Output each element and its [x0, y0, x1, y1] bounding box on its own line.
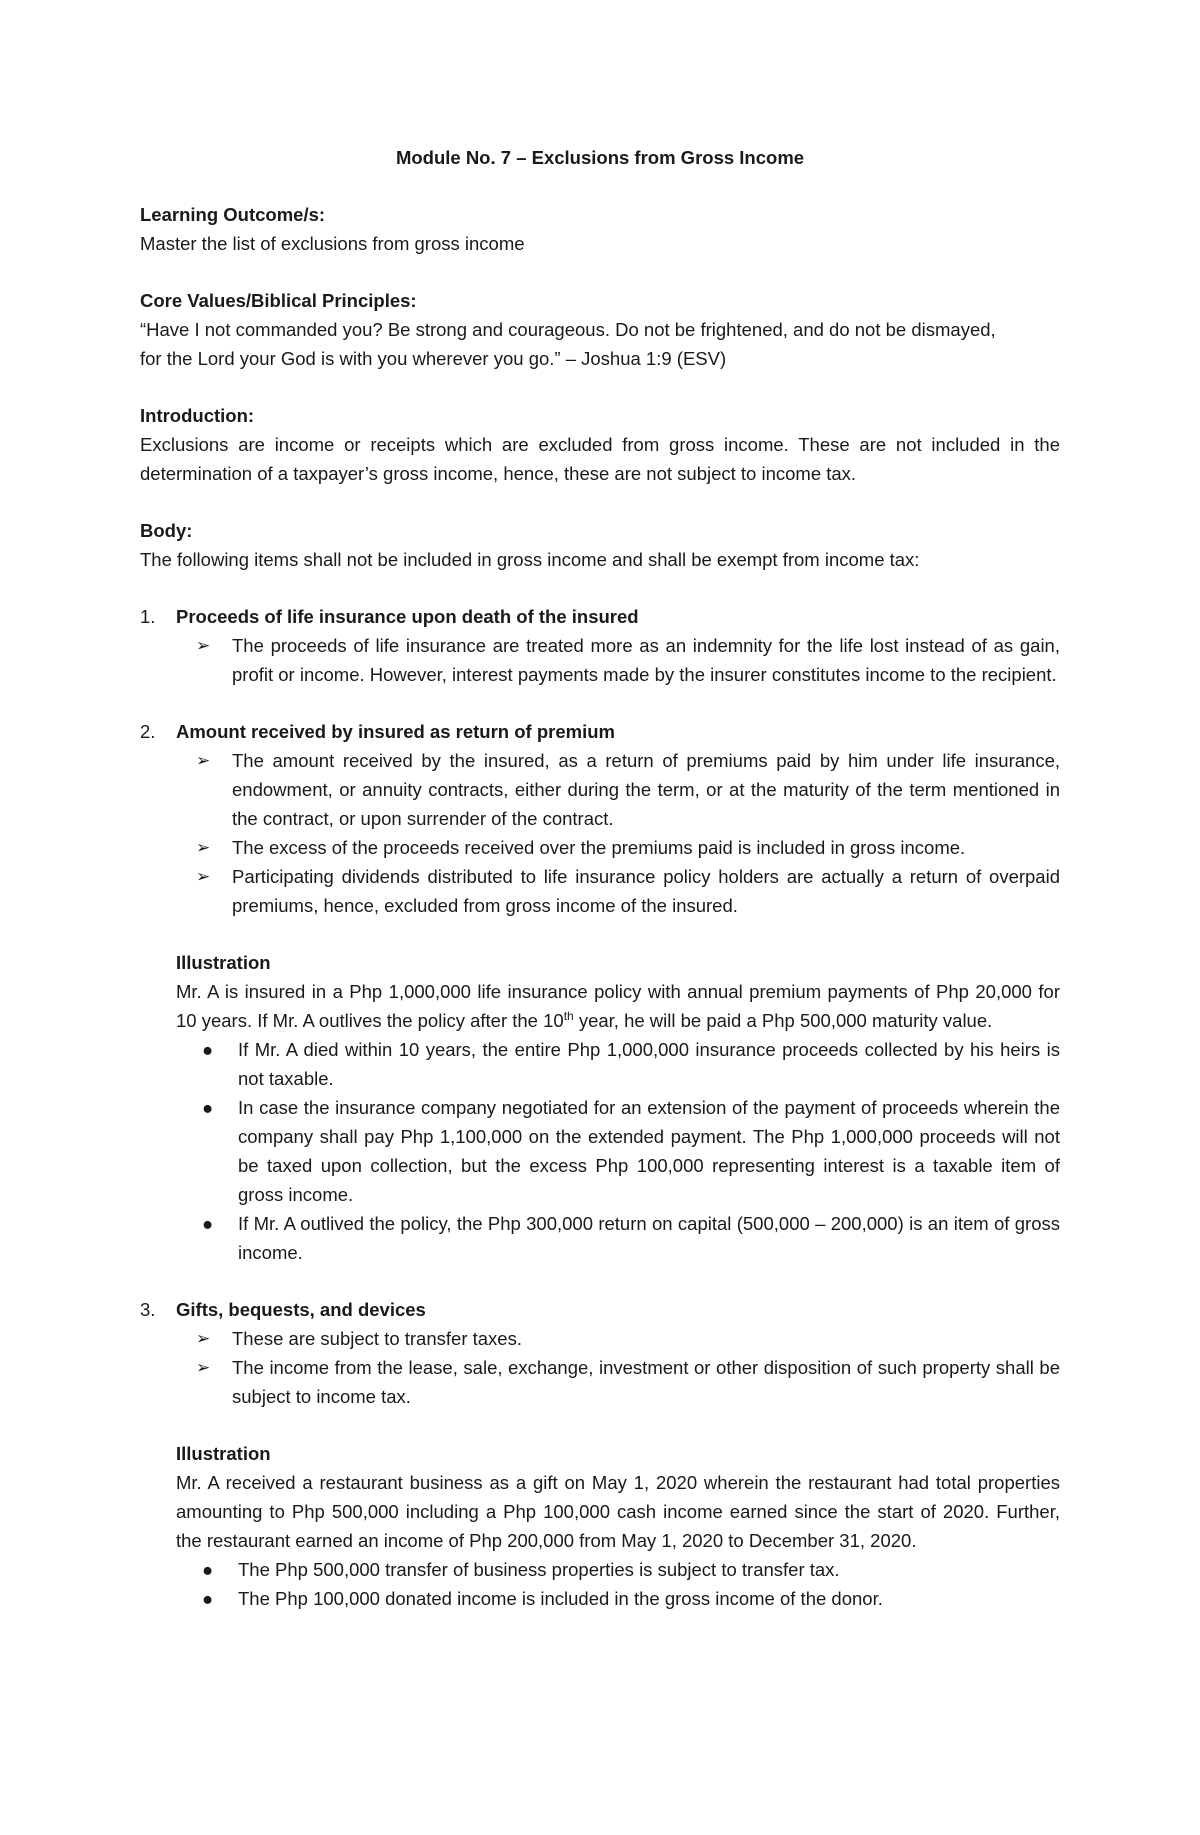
arrow-bullet-icon: ➢	[196, 636, 211, 655]
list-item	[176, 1353, 1060, 1411]
item-points	[140, 1324, 1060, 1411]
illustration-label: Illustration	[176, 952, 271, 973]
core-values-quote-line-2: for the Lord your God is with you wherever you go.” – Joshua 1:9 (ESV)	[140, 348, 727, 369]
body-intro-text: The following items shall not be included in gross income and shall be exempt from income tax:	[140, 549, 920, 570]
introduction-section	[140, 401, 1060, 488]
list-item	[176, 1324, 1060, 1353]
item-title: Proceeds of life insurance upon death of the insured	[176, 606, 639, 627]
illustration-text-part-a: Mr. A is insured in a Php 1,000,000 life insurance policy with annual premium payments of Php 20,000 for 10 years. If Mr. A outlives the policy after the 10	[176, 981, 1060, 1031]
list-item	[176, 631, 1060, 689]
page-title: Module No. 7 – Exclusions from Gross Income	[395, 147, 805, 168]
arrow-bullet-icon: ➢	[196, 751, 211, 770]
item-number: 3.	[140, 1299, 156, 1320]
illustration-bullets	[140, 1555, 1060, 1613]
bullet-text: In case the insurance company negotiated for an extension of the payment of proceeds wherein the company shall pay Php 1,100,000 on the extended payment. The Php 1,000,000 proceeds will not be taxed upon collection, but the excess Php 100,000 representing interest is a taxable item of gross income.	[238, 1097, 1060, 1205]
illustration-label: Illustration	[176, 1443, 271, 1464]
learning-outcome-section	[140, 200, 1060, 258]
illustration-block	[140, 1439, 1060, 1555]
item-number: 1.	[140, 606, 156, 627]
learning-outcome-heading: Learning Outcome/s:	[140, 204, 326, 225]
introduction-heading: Introduction:	[140, 405, 255, 426]
dot-bullet-icon: ●	[202, 1588, 214, 1609]
illustration-text: Mr. A received a restaurant business as a gift on May 1, 2020 wherein the restaurant had total properties amounting to Php 500,000 including a Php 100,000 cash income earned since the start of 2020. Further, the restaurant earned an income of Php 200,000 from May 1, 2020 to December 31, 2020.	[176, 1472, 1060, 1551]
ordinal-suffix: th	[563, 1008, 574, 1023]
list-item	[176, 746, 1060, 833]
item-title: Gifts, bequests, and devices	[176, 1299, 426, 1320]
body-heading: Body:	[140, 520, 193, 541]
exclusion-item-3	[140, 1295, 1060, 1613]
item-points	[140, 631, 1060, 689]
illustration-block	[140, 948, 1060, 1035]
dot-bullet-icon: ●	[202, 1039, 214, 1060]
learning-outcome-text: Master the list of exclusions from gross income	[140, 233, 525, 254]
list-item	[176, 833, 1060, 862]
bullet-text: The Php 500,000 transfer of business properties is subject to transfer tax.	[238, 1559, 840, 1580]
list-item	[140, 1093, 1060, 1209]
list-item	[176, 862, 1060, 920]
illustration-text	[176, 977, 1060, 1035]
point-text: Participating dividends distributed to life insurance policy holders are actually a return of overpaid premiums, hence, excluded from gross income of the insured.	[232, 866, 1060, 916]
item-title: Amount received by insured as return of premium	[176, 721, 615, 742]
list-item	[140, 1035, 1060, 1093]
exclusion-item-1	[140, 602, 1060, 689]
arrow-bullet-icon: ➢	[196, 838, 211, 857]
bullet-text: If Mr. A outlived the policy, the Php 300,000 return on capital (500,000 – 200,000) is an item of gross income.	[238, 1213, 1060, 1263]
point-text: The amount received by the insured, as a return of premiums paid by him under life insurance, endowment, or annuity contracts, either during the term, or at the maturity of the term mentioned in the contract, or upon surrender of the contract.	[232, 750, 1060, 829]
point-text: The excess of the proceeds received over the premiums paid is included in gross income.	[232, 837, 966, 858]
introduction-text: Exclusions are income or receipts which are excluded from gross income. These are not included in the determination of a taxpayer’s gross income, hence, these are not subject to income tax.	[140, 434, 1060, 484]
illustration-text-part-b: year, he will be paid a Php 500,000 maturity value.	[573, 1010, 993, 1031]
core-values-quote-line-1: “Have I not commanded you? Be strong and courageous. Do not be frightened, and do not be dismayed,	[140, 319, 996, 340]
dot-bullet-icon: ●	[202, 1559, 214, 1580]
dot-bullet-icon: ●	[202, 1213, 214, 1234]
list-item	[140, 1584, 1060, 1613]
item-number: 2.	[140, 721, 156, 742]
item-points	[140, 746, 1060, 920]
list-item	[140, 1209, 1060, 1267]
body-section	[140, 516, 1060, 574]
arrow-bullet-icon: ➢	[196, 867, 211, 886]
point-text: These are subject to transfer taxes.	[232, 1328, 522, 1349]
point-text: The proceeds of life insurance are treated more as an indemnity for the life lost instead of as gain, profit or income. However, interest payments made by the insurer constitutes income to the recipient.	[232, 635, 1060, 685]
exclusion-item-2	[140, 717, 1060, 1267]
list-item	[140, 1555, 1060, 1584]
bullet-text: The Php 100,000 donated income is included in the gross income of the donor.	[238, 1588, 883, 1609]
dot-bullet-icon: ●	[202, 1097, 214, 1118]
point-text: The income from the lease, sale, exchange, investment or other disposition of such property shall be subject to income tax.	[232, 1357, 1060, 1407]
illustration-bullets	[140, 1035, 1060, 1267]
core-values-heading: Core Values/Biblical Principles:	[140, 290, 417, 311]
arrow-bullet-icon: ➢	[196, 1358, 211, 1377]
arrow-bullet-icon: ➢	[196, 1329, 211, 1348]
bullet-text: If Mr. A died within 10 years, the entire Php 1,000,000 insurance proceeds collected by his heirs is not taxable.	[238, 1039, 1060, 1089]
core-values-section	[140, 286, 1060, 373]
